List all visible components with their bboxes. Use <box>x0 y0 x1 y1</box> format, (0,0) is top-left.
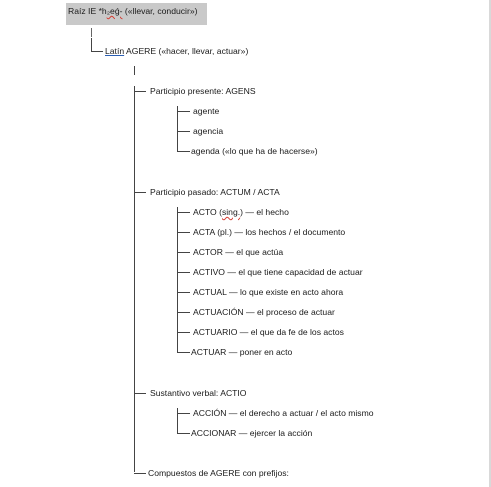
tree-connector <box>177 151 190 152</box>
tree-connector <box>177 212 190 213</box>
list-item: agente <box>193 106 220 116</box>
tree-connector <box>177 272 190 273</box>
compounds-heading: Compuestos de AGERE con prefijos: <box>148 468 289 478</box>
tree-connector <box>134 91 146 92</box>
list-item: ACTUACIÓN — el proceso de actuar <box>193 307 335 317</box>
present-participle-heading: Participio presente: AGENS <box>150 86 256 96</box>
tree-connector <box>177 413 190 414</box>
tree-connector <box>177 252 190 253</box>
tree-branch <box>177 106 178 152</box>
list-item: agencia <box>193 126 224 136</box>
list-item: ACTUAR — poner en acto <box>191 347 293 357</box>
tree-connector <box>134 393 146 394</box>
tree-connector <box>177 232 190 233</box>
acto-text: ACTO ( <box>193 207 222 217</box>
tree-connector <box>177 292 190 293</box>
acto-abbrev: sing. <box>221 207 241 217</box>
list-item: ACTIVO — el que tiene capacidad de actuar <box>193 267 363 277</box>
list-item: ACTOR — el que actúa <box>193 247 284 257</box>
list-item <box>193 207 289 218</box>
latin-line <box>105 46 248 57</box>
list-item: ACTA (pl.) — los hechos / el documento <box>193 227 346 237</box>
list-item: ACCIONAR — ejercer la acción <box>191 428 313 438</box>
list-item: ACTUAL — lo que existe en acto ahora <box>193 287 344 297</box>
root-prefix: Raíz IE *h <box>68 6 107 16</box>
tree-bar <box>91 28 92 37</box>
tree-connector <box>177 131 190 132</box>
tree-connector <box>177 433 190 434</box>
tree-connector <box>177 312 190 313</box>
acto-gloss: ) — el hecho <box>240 207 289 217</box>
root-form: ₂eǵ- <box>106 6 123 16</box>
root-title <box>68 6 197 17</box>
list-item: ACCIÓN — el derecho a actuar / el acto mismo <box>193 408 374 418</box>
verbal-noun-heading: Sustantivo verbal: ACTIO <box>150 388 247 398</box>
tree-connector <box>177 332 190 333</box>
tree-connector <box>177 111 190 112</box>
past-participle-heading: Participio pasado: ACTUM / ACTA <box>150 187 280 197</box>
tree-bar <box>134 66 135 75</box>
latin-label: Latín <box>105 46 125 56</box>
list-item: agenda («lo que ha de hacerse») <box>191 146 318 156</box>
latin-text: AGERE («hacer, llevar, actuar») <box>124 46 249 56</box>
tree-connector <box>91 38 92 51</box>
tree-trunk <box>134 86 135 472</box>
tree-connector <box>91 51 103 52</box>
tree-connector <box>134 192 146 193</box>
tree-connector <box>134 473 146 474</box>
tree-connector <box>177 352 190 353</box>
root-meaning: («llevar, conducir») <box>122 6 198 16</box>
list-item: ACTUARIO — el que da fe de los actos <box>193 327 344 337</box>
tree-branch <box>177 408 178 433</box>
